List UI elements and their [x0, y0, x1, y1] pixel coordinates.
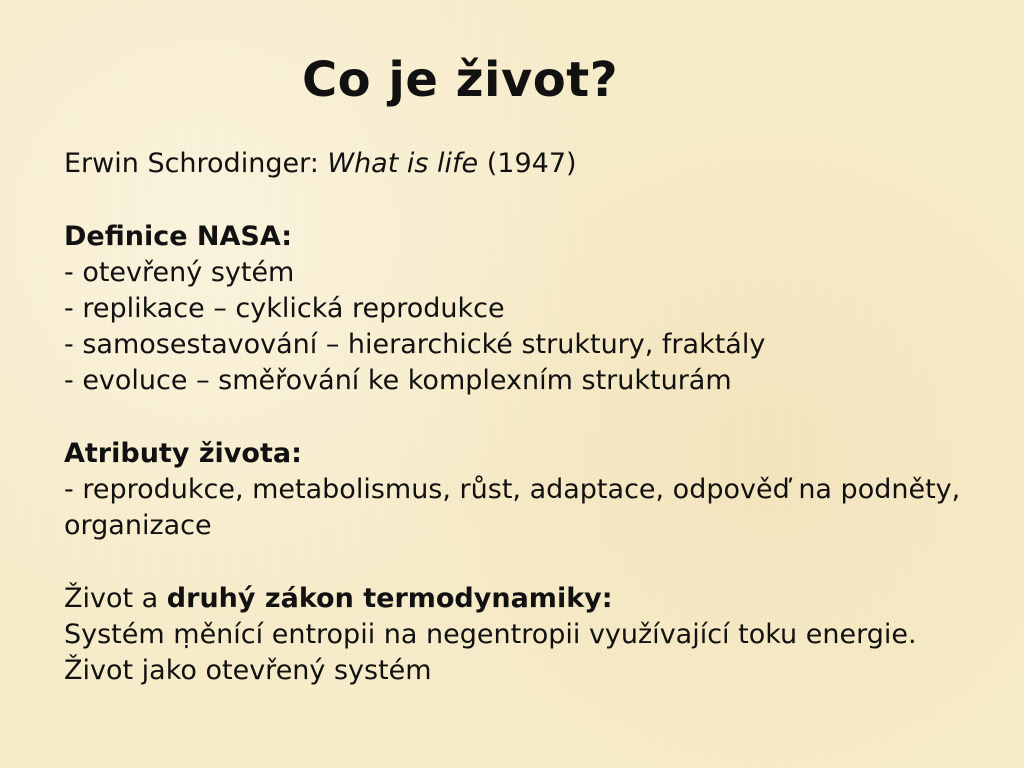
thermo-text: Systém ṃěnící entropii na negentropii využívající toku energie. Život jako otevřený systém [64, 619, 917, 686]
intro-line [64, 146, 964, 182]
attributes-text: - reprodukce, metabolismus, růst, adaptace, odpověď na podněty, organizace [64, 474, 961, 541]
nasa-heading: Definice NASA: [64, 221, 293, 252]
slide-title: Co je život? [301, 52, 619, 108]
nasa-item: - replikace – cyklická reprodukce [64, 293, 505, 324]
intro-author: Erwin Schrodinger: [64, 148, 328, 179]
slide-content [64, 146, 964, 689]
thermo-heading-line [64, 581, 964, 617]
thermo-heading: druhý zákon termodynamiky: [166, 583, 613, 614]
intro-work-title: What is life [327, 148, 479, 179]
spacer [64, 182, 964, 219]
nasa-item: - otevřený sytém [64, 257, 295, 288]
thermo-prefix: Život a [64, 583, 167, 614]
attributes-heading: Atributy života: [64, 438, 302, 469]
nasa-item: - evoluce – směřování ke komplexním strukturám [64, 365, 732, 396]
spacer [64, 544, 964, 581]
intro-year: (1947) [478, 148, 577, 179]
spacer [64, 399, 964, 436]
nasa-item: - samosestavování – hierarchické struktury, fraktály [64, 329, 766, 360]
